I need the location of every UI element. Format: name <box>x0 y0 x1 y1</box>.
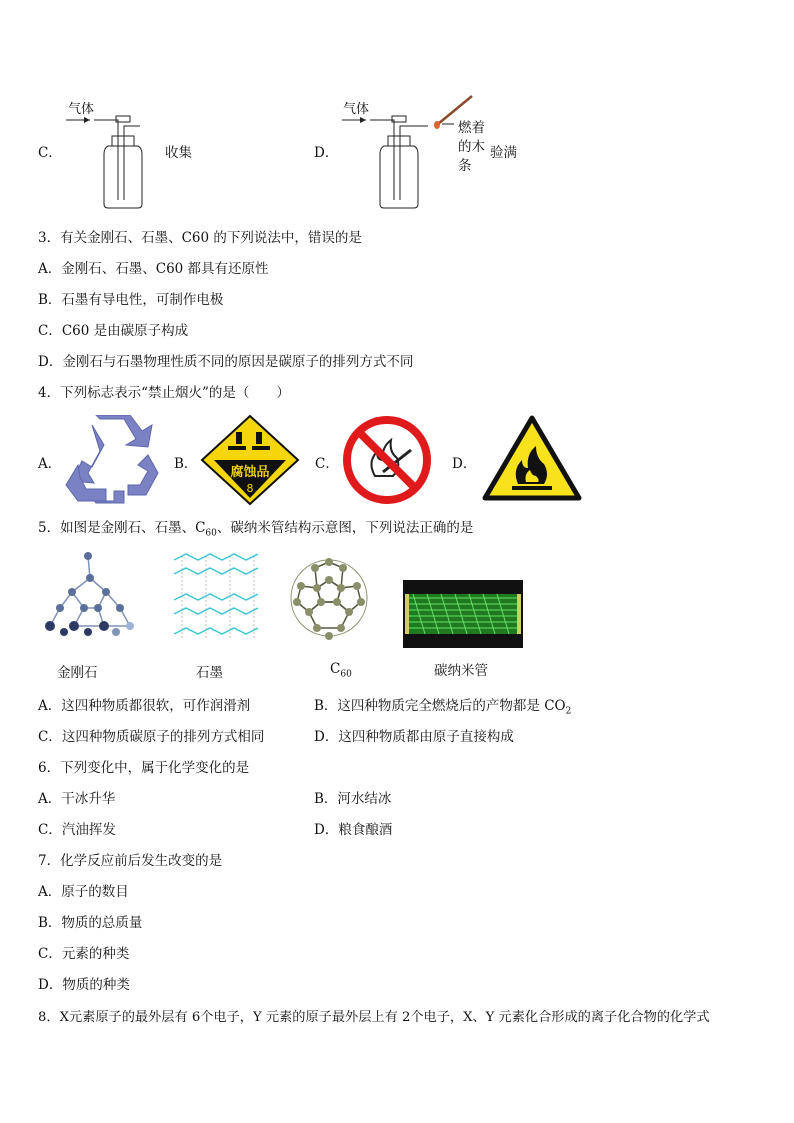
q4-option-c-letter: C． <box>315 456 339 472</box>
diamond-structure-image <box>38 548 142 643</box>
c60-structure-image <box>281 550 377 646</box>
q5-option-b-sub: 2 <box>565 706 572 717</box>
q5-stem-prefix: 5．如图是金刚石、石墨、C <box>38 520 206 536</box>
q4-stem: 4．下列标志表示“禁止烟火”的是（ ） <box>38 385 290 401</box>
stick-label-line3: 条 <box>458 158 472 174</box>
q5-option-c: C．这四种物质碳原子的排列方式相同 <box>38 729 265 745</box>
option-d-gas-label: 气体 <box>343 102 370 117</box>
q5-stem <box>38 519 473 543</box>
option-c-caption: 收集 <box>165 145 192 161</box>
q3-option-d: D．金刚石与石墨物理性质不同的原因是碳原子的排列方式不同 <box>38 354 414 370</box>
caption-nanotube: 碳纳米管 <box>434 663 488 679</box>
q5-option-b-main: B．这四种物质完全燃烧后的产物都是 CO <box>314 698 566 714</box>
option-c-letter: C． <box>38 145 62 161</box>
q6-option-d: D．粮食酿酒 <box>314 822 393 838</box>
q8-stem: 8．X元素原子的最外层有 6个电子，Y 元素的原子最外层上有 2个电子，X、Y 元素化合形成的离子化合物的化学式 <box>38 1010 710 1025</box>
q4-option-d-letter: D． <box>452 456 477 472</box>
q6-option-c: C．汽油挥发 <box>38 822 116 838</box>
q6-option-a: A．干冰升华 <box>38 791 116 807</box>
q5-stem-suffix: 、碳纳米管结构示意图，下列说法正确的是 <box>216 520 474 536</box>
option-d-letter: D． <box>314 145 339 161</box>
corrosive-number: 8 <box>246 482 254 495</box>
recycle-icon <box>62 415 162 505</box>
corrosive-icon <box>200 414 300 506</box>
caption-c60-sub: 60 <box>340 669 352 680</box>
q3-option-c: C．C60 是由碳原子构成 <box>38 323 189 339</box>
nanotube-structure-image <box>403 580 523 648</box>
caption-c60-main: C <box>330 661 341 677</box>
gas-bottle-test-diagram <box>338 94 478 214</box>
option-d-caption: 验满 <box>490 145 517 161</box>
caption-diamond: 金刚石 <box>57 665 98 681</box>
corrosive-text: 腐蚀品 <box>230 465 270 480</box>
q4-option-a-letter: A． <box>38 456 62 472</box>
q5-stem-sub: 60 <box>205 528 217 539</box>
q6-stem: 6．下列变化中，属于化学变化的是 <box>38 760 250 776</box>
q5-option-a: A．这四种物质都很软，可作润滑剂 <box>38 698 251 714</box>
stick-label-line1: 燃着 <box>458 120 485 136</box>
q6-option-b: B．河水结冰 <box>314 791 392 807</box>
flammable-icon <box>482 414 582 502</box>
q7-option-a: A．原子的数目 <box>38 884 129 900</box>
q3-option-b: B．石墨有导电性，可制作电极 <box>38 292 224 308</box>
q4-option-b-letter: B． <box>174 456 198 472</box>
q7-option-d: D．物质的种类 <box>38 977 130 993</box>
q3-stem: 3．有关金刚石、石墨、C60 的下列说法中，错误的是 <box>38 230 362 246</box>
q5-option-d: D．这四种物质都由原子直接构成 <box>314 729 514 745</box>
no-fire-icon <box>341 414 433 506</box>
caption-c60 <box>330 661 352 680</box>
caption-graphite: 石墨 <box>196 665 223 681</box>
option-c-gas-label: 气体 <box>68 102 95 117</box>
stick-label-line2: 的木 <box>458 139 485 155</box>
q7-stem: 7．化学反应前后发生改变的是 <box>38 853 223 869</box>
q7-option-b: B．物质的总质量 <box>38 915 143 931</box>
q7-option-c: C．元素的种类 <box>38 946 130 962</box>
q3-option-a: A．金刚石、石墨、C60 都具有还原性 <box>38 261 269 277</box>
graphite-structure-image <box>168 550 264 644</box>
q5-option-b <box>314 697 571 721</box>
gas-bottle-collect-diagram <box>62 108 157 213</box>
